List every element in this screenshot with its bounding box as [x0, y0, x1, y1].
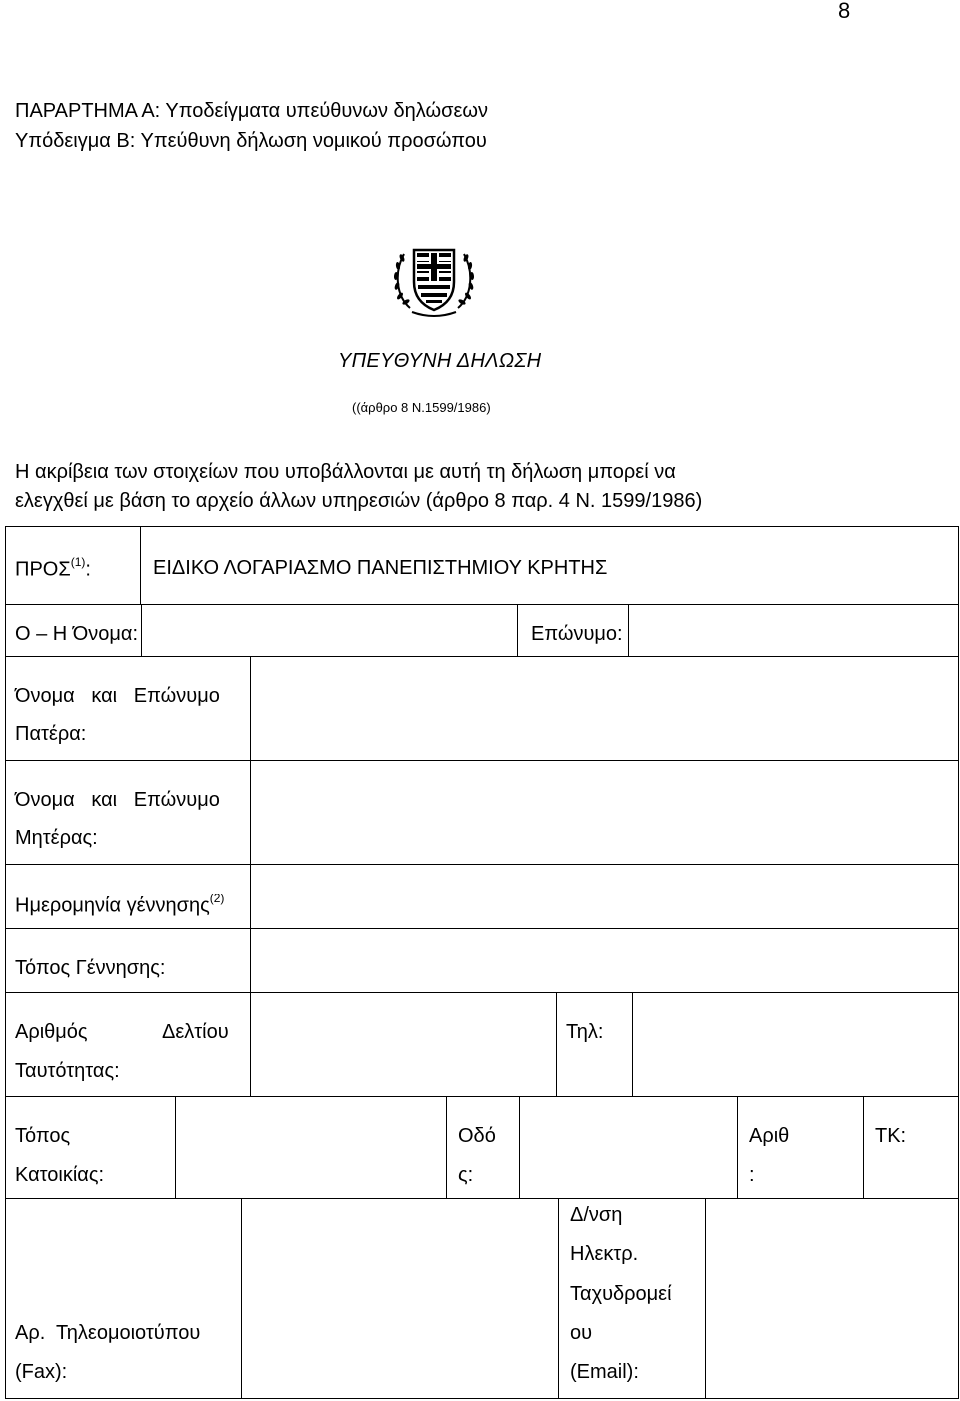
email-label-cont: Ηλεκτρ. [570, 1243, 639, 1265]
birthdate-label: Ημερομηνία γέννησης$^{(2)}$ [15, 894, 225, 916]
birthdate-field[interactable] [254, 866, 956, 926]
surname-label: Επώνυμο: [531, 624, 623, 644]
email-label-cont: Ταχυδρομεί [570, 1283, 672, 1305]
form-col-divider [250, 656, 251, 928]
form-col-divider [628, 604, 629, 656]
recipient-label: ΠΡΟΣ$^{(1)}$: [15, 555, 91, 581]
form-col-divider [705, 1198, 706, 1398]
form-col-divider [140, 526, 141, 604]
form-border-bottom [5, 1398, 959, 1399]
form-col-divider [250, 928, 251, 992]
father-name-label-cont: Πατέρα: [15, 723, 87, 745]
phone-field[interactable] [636, 994, 956, 1094]
form-col-divider [141, 604, 142, 656]
residence-label: Τόπος [15, 1125, 71, 1147]
form-col-divider [517, 604, 518, 656]
street-label-cont: ς: [458, 1164, 474, 1186]
birthplace-field[interactable] [254, 930, 956, 990]
id-number-field[interactable] [254, 994, 554, 1094]
mother-name-field[interactable] [254, 762, 956, 862]
fax-label: Αρ. Τηλεομοιοτύπου [15, 1322, 201, 1344]
fax-label-cont: (Fax): [15, 1361, 68, 1383]
id-number-label: Αριθμός [15, 1021, 88, 1043]
annex-heading: ΠΑΡΑΡΤΗΜΑ Α: Υποδείγματα υπεύθυνων δηλώσεων [15, 100, 488, 122]
form-border-right [958, 526, 959, 1399]
page-number: 8 [838, 0, 851, 23]
form-row-divider [5, 928, 959, 929]
form-col-divider [519, 1096, 520, 1198]
form-row-divider [5, 604, 959, 605]
residence-field[interactable] [179, 1098, 444, 1196]
form-col-divider [175, 1096, 176, 1198]
form-col-divider [446, 1096, 447, 1198]
fax-field[interactable] [245, 1200, 556, 1396]
postcode-label: ΤΚ: [875, 1125, 907, 1147]
name-field[interactable] [145, 606, 515, 654]
number-label: Αριθ [749, 1125, 790, 1147]
birthplace-label: Τόπος Γέννησης: [15, 957, 166, 979]
declaration-title: ΥΠΕΥΘΥΝΗ ΔΗΛΩΣΗ [338, 350, 542, 372]
surname-field[interactable] [632, 606, 956, 654]
father-name-field[interactable] [254, 658, 956, 758]
form-col-divider [241, 1198, 242, 1398]
form-col-divider [737, 1096, 738, 1198]
form-border-left [5, 526, 6, 1399]
number-label-cont: : [749, 1164, 755, 1186]
id-number-label-cont: Ταυτότητας: [15, 1060, 120, 1082]
form-row-divider [5, 992, 959, 993]
form-row-divider [5, 1198, 959, 1199]
form-col-divider [558, 1198, 559, 1398]
street-label: Οδό [458, 1125, 496, 1147]
form-row-divider [5, 864, 959, 865]
email-label: Δ/νση [570, 1204, 623, 1226]
residence-label-cont: Κατοικίας: [15, 1164, 105, 1186]
intro-text-line-2: ελεγχθεί με βάση το αρχείο άλλων υπηρεσιών (άρθρο 8 παρ. 4 Ν. 1599/1986) [15, 490, 703, 512]
mother-name-label-cont: Μητέρας: [15, 827, 98, 849]
intro-text-line-1: Η ακρίβεια των στοιχείων που υποβάλλονται με αυτή τη δήλωση μπορεί να [15, 461, 676, 483]
street-field[interactable] [523, 1098, 735, 1196]
email-field[interactable] [709, 1200, 956, 1396]
form-row-divider [5, 1096, 959, 1097]
form-col-divider [250, 992, 251, 1096]
law-reference: ((άρθρο 8 Ν.1599/1986) [352, 400, 491, 415]
recipient-value: ΕΙΔΙΚΟ ΛΟΓΑΡΙΑΣΜΟ ΠΑΝΕΠΙΣΤΗΜΙΟΥ ΚΡΗΤΗΣ [153, 557, 608, 579]
form-row-divider [5, 656, 959, 657]
mother-name-label: Όνομα και Επώνυμο [15, 789, 220, 811]
form-border-top [5, 526, 959, 527]
id-number-label-word: Δελτίου [162, 1021, 229, 1043]
greek-coat-of-arms-icon [392, 238, 476, 322]
father-name-label: Όνομα και Επώνυμο [15, 685, 220, 707]
form-col-divider [632, 992, 633, 1096]
phone-label: Τηλ: [566, 1021, 604, 1043]
form-row-divider [5, 760, 959, 761]
email-label-cont: ου [570, 1322, 593, 1344]
form-col-divider [556, 992, 557, 1096]
form-col-divider [863, 1096, 864, 1198]
name-label: Ο – Η Όνομα: [15, 624, 139, 644]
email-label-cont: (Email): [570, 1361, 639, 1383]
template-heading: Υπόδειγμα Β: Υπεύθυνη δήλωση νομικού προσώπου [15, 130, 487, 152]
